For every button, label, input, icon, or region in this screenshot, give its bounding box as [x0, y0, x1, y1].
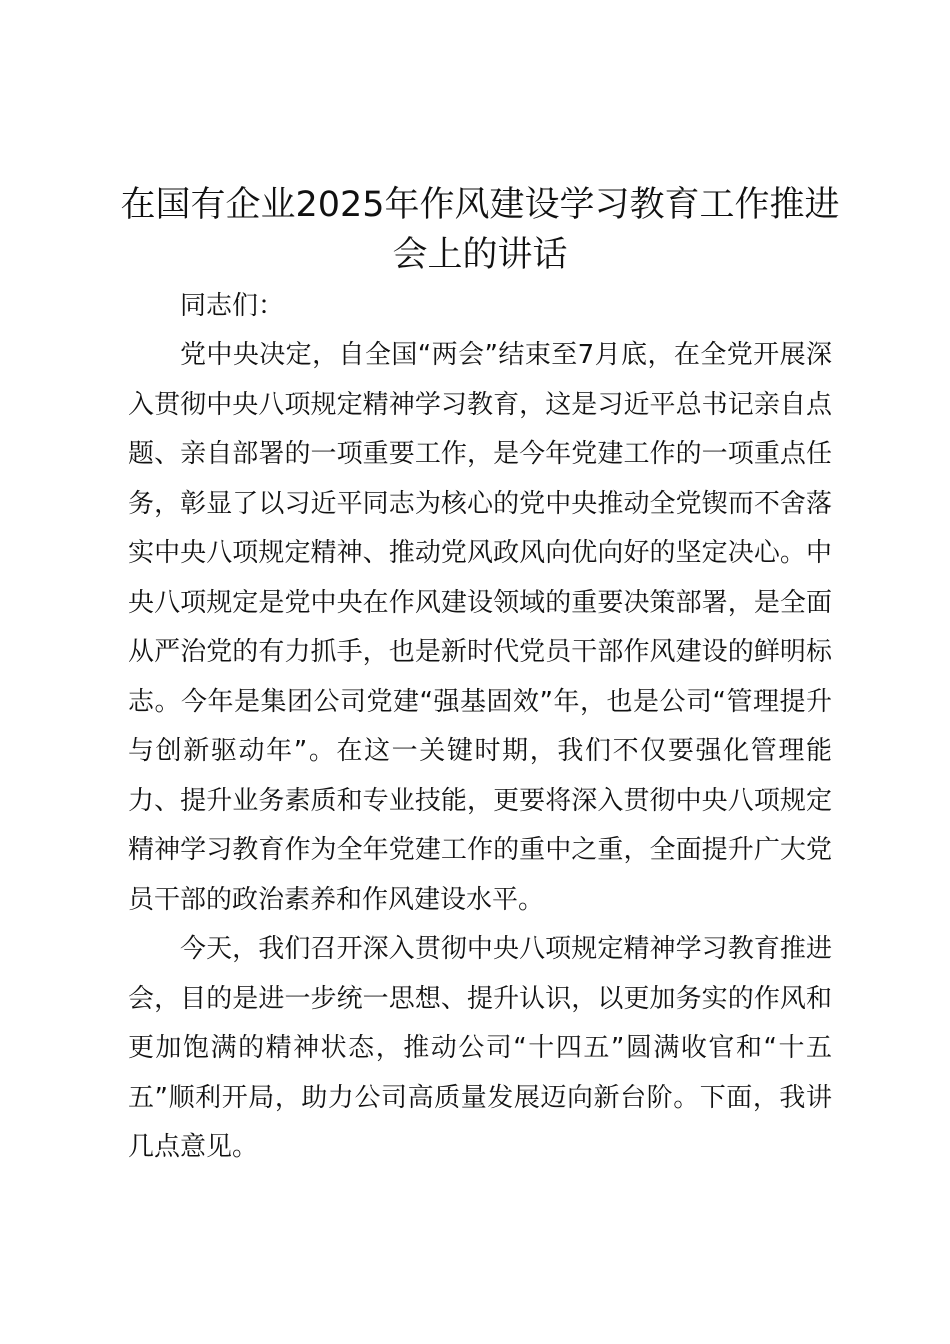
- paragraph-1: 党中央决定，自全国“两会”结束至7月底，在全党开展深入贯彻中央八项规定精神学习教育，这是习近平总书记亲自点题、亲自部署的一项重要工作，是今年党建工作的一项重点任务，彰显了以习近平同志为核心的党中央推动全党锲而不舍落实中央八项规定精神、推动党风政风向优向好的坚定决心。中央八项规定是党中央在作风建设领域的重要决策部署，是全面从严治党的有力抓手，也是新时代党员干部作风建设的鲜明标志。今年是集团公司党建“强基固效”年，也是公司“管理提升与创新驱动年”。在这一关键时期，我们不仅要强化管理能力、提升业务素质和专业技能，更要将深入贯彻中央八项规定精神学习教育作为全年党建工作的重中之重，全面提升广大党员干部的政治素养和作风建设水平。: [128, 340, 832, 915]
- paragraph-2: 今天，我们召开深入贯彻中央八项规定精神学习教育推进会，目的是进一步统一思想、提升认识，以更加务实的作风和更加饱满的精神状态，推动公司“十四五”圆满收官和“十五五”顺利开局，助力公司高质量发展迈向新台阶。下面，我讲几点意见。: [128, 934, 832, 1162]
- document-title: 在国有企业2025年作风建设学习教育工作推进会上的讲话: [120, 185, 840, 275]
- salutation: 同志们：: [180, 291, 285, 321]
